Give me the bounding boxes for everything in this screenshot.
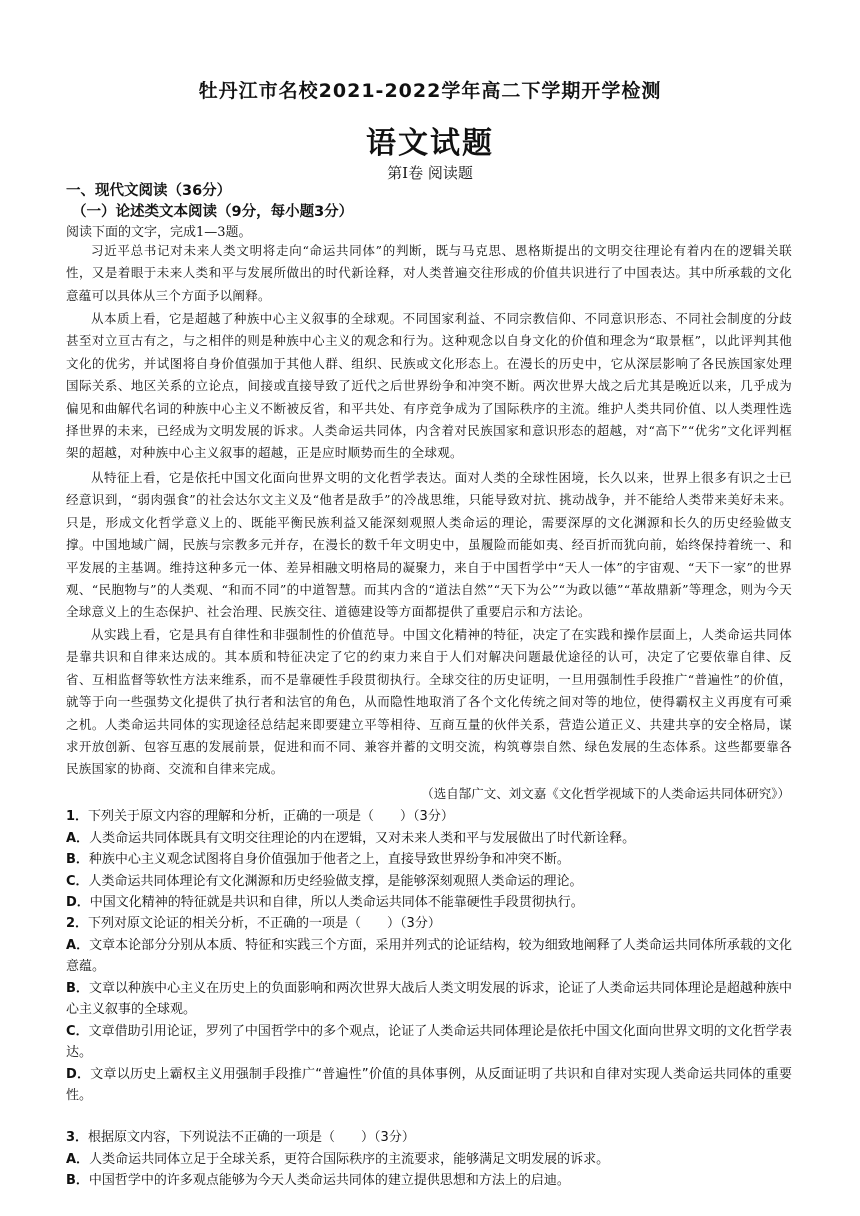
section-heading-modern-reading: 一、现代文阅读（36分） (66, 183, 232, 199)
passage-paragraph-2: 从本质上看，它是超越了种族中心主义叙事的全球观。不同国家利益、不同宗教信仰、不同意识形态、不同社会制度的分歧甚至对立亘古有之，与之相伴的则是种族中心主义的观念和行为。这种观念以自身文化的价值和理念为“取景框”，以此评判其他文化的优劣，并试图将自身价值强加于其他人群、组织、民族或文化形态上。在漫长的历史中，它从深层影响了各民族国家处理国际关系、地区关系的立论点，间接或直接导致了近代之后世界纷争和冲突不断。两次世界大战之后尤其是晚近以来，几乎成为偏见和曲解代名词的种族中心主义不断被反省，和平共处、有序竞争成为了国际秩序的主流。维护人类共同价值、以人类理性选择世界的未来，已经成为文明发展的诉求。人类命运共同体，内含着对民族国家和意识形态的超越，对“高下”“优劣”文化评判框架的超越，对种族中心主义叙事的超越，正是应时顺势而生的全球观。 (66, 311, 792, 461)
passage-paragraph-1: 习近平总书记对未来人类文明将走向“命运共同体”的判断，既与马克思、恩格斯提出的文明交往理论有着内在的逻辑关联性，又是着眼于未来人类和平与发展所做出的时代新诠释，对人类普遍交往形成的价值共识进行了中国表达。其中所承载的文化意蕴可以具体从三个方面予以阐释。 (66, 243, 792, 303)
option-b: B．中国哲学中的许多观点能够为今天人类命运共同体的建立提供思想和方法上的启迪。 (66, 1173, 570, 1188)
question-2 (66, 913, 792, 1107)
option-d: D．文章以历史上霸权主义用强制手段推广“普遍性”价值的具体事例，从反面证明了共识和自律对实现人类命运共同体的重要性。 (66, 1066, 792, 1103)
question-3 (66, 1127, 792, 1192)
option-b: B．文章以种族中心主义在历史上的负面影响和两次世界大战后人类文明发展的诉求，论证了人类命运共同体理论是超越种族中心主义叙事的全球观。 (66, 980, 792, 1017)
question-stem: 1．下列关于原文内容的理解和分析，正确的一项是（ ）（3分） (66, 809, 454, 824)
volume-title: 第Ⅰ卷 阅读题 (387, 164, 473, 182)
question-stem: 3．根据原文内容，下列说法不正确的一项是（ ）（3分） (66, 1130, 415, 1145)
option-c: C．文章借助引用论证，罗列了中国哲学中的多个观点，论证了人类命运共同体理论是依托中国文化面向世界文明的文化哲学表达。 (66, 1023, 792, 1060)
passage-source: （选自郜广文、刘文嘉《文化哲学视域下的人类命运共同体研究》） (421, 786, 790, 801)
exam-title: 牡丹江市名校2021-2022学年高二下学期开学检测 (198, 80, 662, 102)
passage-paragraph-3: 从特征上看，它是依托中国文化面向世界文明的文化哲学表达。面对人类的全球性困境，长久以来，世界上很多有识之士已经意识到，“弱肉强食”的社会达尔文主义及“他者是敌手”的冷战思维，只能导致对抗、挑动战争，并不能给人类带来美好未来。只是，形成文化哲学意义上的、既能平衡民族利益又能深刻观照人类命运的理论，需要深厚的文化渊源和长久的历史经验做支撑。中国地域广阔，民族与宗教多元并存，在漫长的数千年文明史中，虽履险而能如夷、经百折而犹向前，始终保持着统一、和平发展的主基调。维持这种多元一体、差异相融文明格局的凝聚力，来自于中国哲学中“天人一体”的宇宙观、“天下一家”的世界观、“民胞物与”的人类观、“和而不同”的中道智慧。而其内含的“道法自然”“天下为公”“为政以德”“革故鼎新”等理念，则为今天全球意义上的生态保护、社会治理、民族交往、道德建设等方面都提供了重要启示和方法论。 (66, 470, 792, 620)
option-b: B．种族中心主义观念试图将自身价值强加于他者之上，直接导致世界纷争和冲突不断。 (66, 852, 570, 867)
question-stem: 2．下列对原文论证的相关分析，不正确的一项是（ ）（3分） (66, 916, 441, 931)
subject-title: 语文试题 (366, 126, 494, 161)
option-a: A．人类命运共同体既具有文明交往理论的内在逻辑，又对未来人类和平与发展做出了时代新诠释。 (66, 830, 636, 846)
question-1 (66, 806, 792, 914)
option-a: A．文章本论部分分别从本质、特征和实践三个方面，采用并列式的论证结构，较为细致地阐释了人类命运共同体所承载的文化意蕴。 (66, 937, 792, 974)
option-c: C．人类命运共同体理论有文化渊源和历史经验做支撑，是能够深刻观照人类命运的理论。 (66, 873, 583, 889)
section-heading-argumentative: （一）论述类文本阅读（9分，每小题3分） (72, 204, 354, 220)
option-d: D．中国文化精神的特征就是共识和自律，所以人类命运共同体不能靠硬性手段贯彻执行。 (66, 895, 584, 910)
reading-instructions: 阅读下面的文字，完成1—3题。 (66, 225, 252, 240)
passage-paragraph-4: 从实践上看，它是具有自律性和非强制性的价值范导。中国文化精神的特征，决定了在实践和操作层面上，人类命运共同体是靠共识和自律来达成的。其本质和特征决定了它的约束力来自于人们对解决问题最优途径的认可，决定了它要依靠自律、反省、互相监督等软性方法来维系，而不是靠硬性手段贯彻执行。全球交往的历史证明，一旦用强制性手段推广“普遍性”的价值，就等于向一些强势文化提供了执行者和法官的角色，从而隐性地取消了各个文化传统之间对等的地位，使得霸权主义再度有可乘之机。人类命运共同体的实现途径总结起来即要建立平等相待、互商互量的伙伴关系，营造公道正义、共建共享的安全格局，谋求开放创新、包容互惠的发展前景，促进和而不同、兼容并蓄的文明交流，构筑尊崇自然、绿色发展的生态体系。这些都要靠各民族国家的协商、交流和自律来完成。 (66, 627, 792, 777)
option-a: A．人类命运共同体立足于全球关系，更符合国际秩序的主流要求，能够满足文明发展的诉求。 (66, 1151, 610, 1167)
